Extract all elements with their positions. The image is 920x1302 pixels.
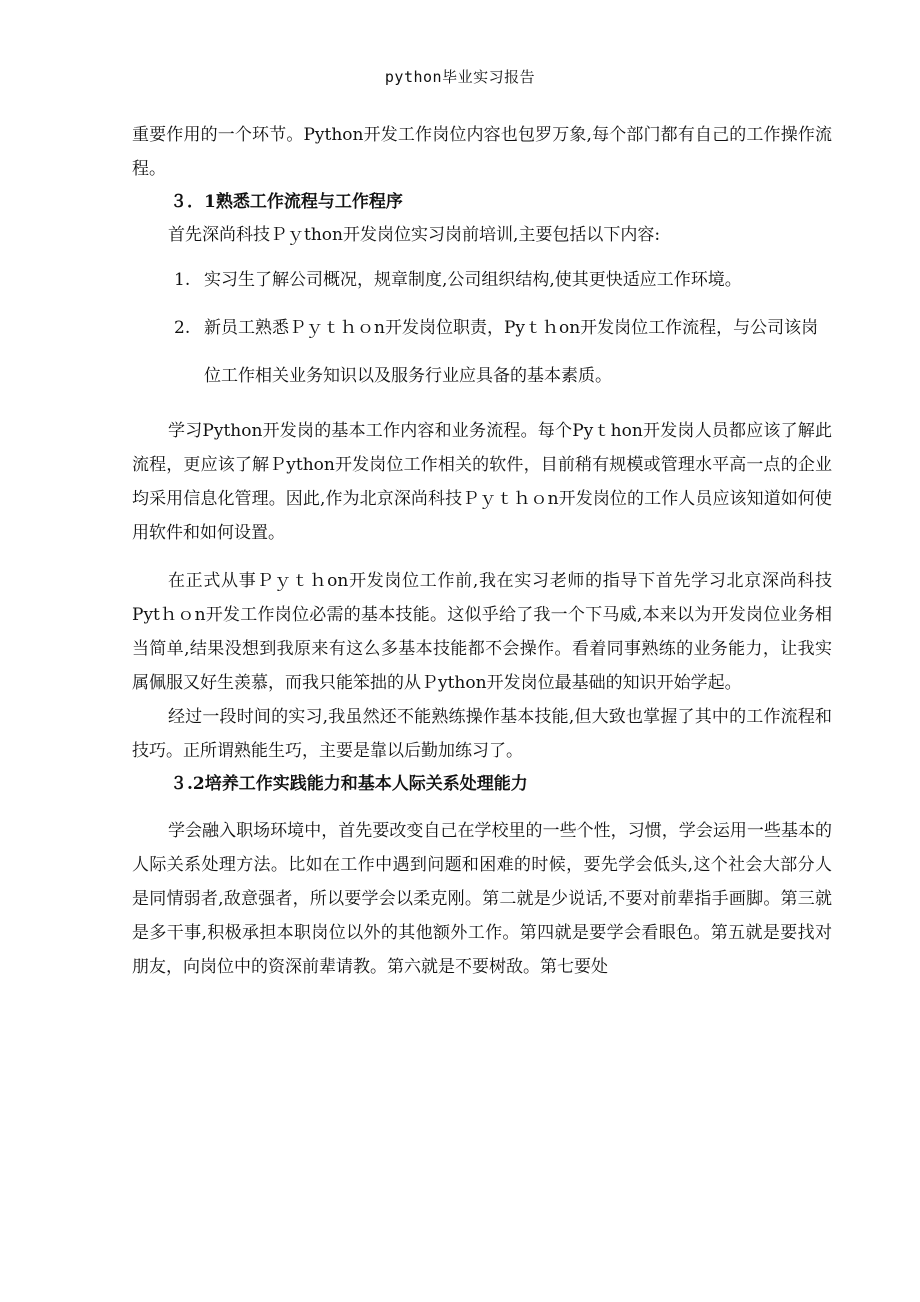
paragraph-social: 学会融入职场环境中，首先要改变自己在学校里的一些个性，习惯，学会运用一些基本的人际关系处理方法。比如在工作中遇到问题和困难的时候，要先学会低头,这个社会大部分人是同情弱者,敌意强者，所以要学会以柔克刚。第二就是少说话,不要对前辈指手画脚。第三就是多干事,积极承担本职岗位以外的其他额外工作。第四就是要学会看眼色。第五就是要找对朋友，向岗位中的资深前辈请教。第六就是不要树敌。第七要处 (132, 821, 832, 977)
paragraph-before-work: 在正式从事Ｐｙｔｈon开发岗位工作前,我在实习老师的指导下首先学习北京深尚科技Pytｈｏn开发工作岗位必需的基本技能。这似乎给了我一个下马威,本来以为开发岗位业务相当简单,结果没想到我原来有这么多基本技能都不会操作。看着同事熟练的业务能力，让我实属佩服又好生羡慕，而我只能笨拙的从Ｐython开发岗位最基础的知识开始学起。 (132, 571, 832, 693)
paragraph-intro: 重要作用的一个环节。Python开发工作岗位内容也包罗万象,每个部门都有自己的工作操作流程。 (132, 125, 832, 179)
paragraph-learn: 学习Python开发岗的基本工作内容和业务流程。每个Pyｔhon开发岗人员都应该了解此流程，更应该了解Ｐython开发岗位工作相关的软件，目前稍有规模或管理水平高一点的企业均采用信息化管理。因此,作为北京深尚科技Ｐｙｔｈｏn开发岗位的工作人员应该知道如何使用软件和如何设置。 (132, 421, 832, 543)
document-body (132, 118, 832, 984)
list-item (132, 304, 832, 400)
list-item-text: 实习生了解公司概况，规章制度,公司组织结构,使其更快适应工作环境。 (204, 270, 742, 290)
training-list (132, 256, 832, 400)
list-item (132, 256, 832, 304)
section-heading-3-1: ３．1熟悉工作流程与工作程序 (170, 192, 403, 212)
paragraph-after-practice: 经过一段时间的实习,我虽然还不能熟练操作基本技能,但大致也掌握了其中的工作流程和技巧。正所谓熟能生巧，主要是靠以后勤加练习了。 (132, 707, 832, 761)
paragraph-training: 首先深尚科技Ｐｙthon开发岗位实习岗前培训,主要包括以下内容: (168, 225, 661, 245)
list-item-number: 1. (174, 270, 191, 290)
page-header: python毕业实习报告 (384, 68, 536, 86)
list-item-text: 新员工熟悉Ｐｙｔｈｏn开发岗位职责，Pyｔｈon开发岗位工作流程，与公司该岗位工作相关业务知识以及服务行业应具备的基本素质。 (204, 318, 819, 386)
section-heading-3-2: ３.2培养工作实践能力和基本人际关系处理能力 (170, 774, 528, 794)
list-item-number: 2. (174, 318, 191, 338)
